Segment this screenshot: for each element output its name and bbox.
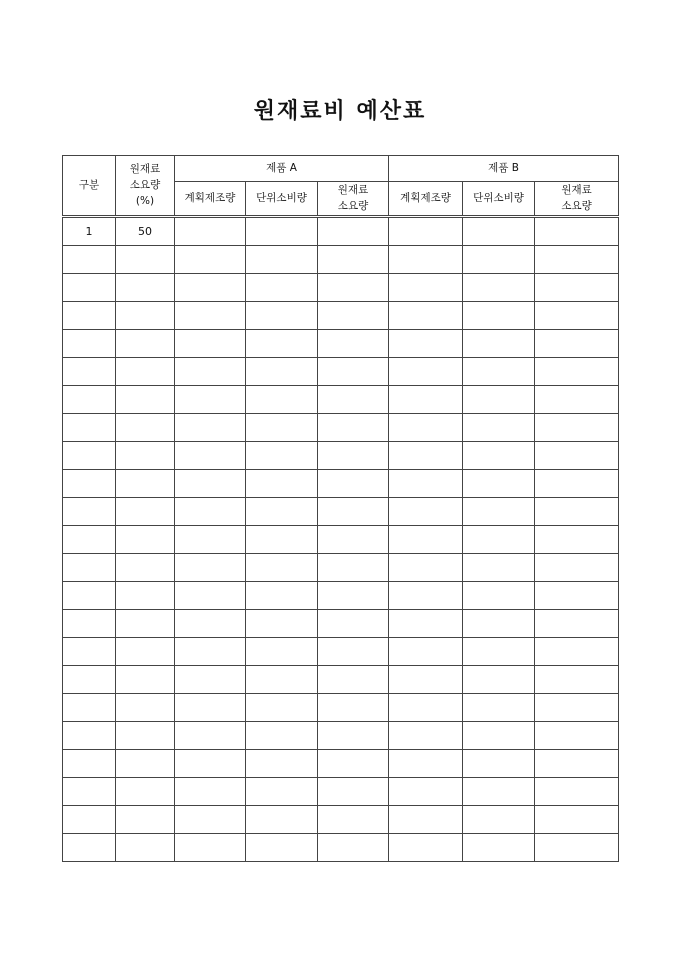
cell-b-planned-production[interactable]	[389, 273, 463, 301]
cell-material-usage[interactable]	[116, 525, 175, 553]
cell-b-unit-consumption[interactable]	[463, 525, 535, 553]
cell-a-planned-production[interactable]	[175, 833, 246, 861]
cell-material-usage[interactable]	[116, 665, 175, 693]
header-material-usage-line3: (%)	[135, 195, 155, 208]
cell-material-usage[interactable]	[116, 413, 175, 441]
cell-category[interactable]	[63, 777, 116, 805]
header-product-a: 제품 A	[175, 156, 389, 182]
cell-material-usage[interactable]	[116, 329, 175, 357]
cell-a-material-requirement[interactable]	[318, 833, 389, 861]
cell-material-usage[interactable]	[116, 273, 175, 301]
cell-b-planned-production[interactable]	[389, 693, 463, 721]
cell-a-unit-consumption[interactable]	[246, 553, 318, 581]
cell-b-unit-consumption[interactable]	[463, 357, 535, 385]
cell-b-material-requirement[interactable]	[535, 441, 619, 469]
cell-a-planned-production[interactable]	[175, 329, 246, 357]
cell-a-planned-production[interactable]	[175, 581, 246, 609]
table-header	[63, 156, 619, 217]
cell-category[interactable]	[63, 329, 116, 357]
cell-category[interactable]	[63, 245, 116, 273]
cell-b-planned-production[interactable]	[389, 469, 463, 497]
cell-a-planned-production[interactable]	[175, 553, 246, 581]
cell-b-planned-production[interactable]	[389, 749, 463, 777]
header-b-material-line1: 원재료	[561, 184, 592, 196]
cell-category[interactable]	[63, 637, 116, 665]
cell-a-material-requirement[interactable]	[318, 721, 389, 749]
cell-b-planned-production[interactable]	[389, 805, 463, 833]
cell-category[interactable]	[63, 525, 116, 553]
cell-a-planned-production[interactable]	[175, 637, 246, 665]
table-row	[63, 329, 619, 357]
cell-material-usage[interactable]	[116, 833, 175, 861]
cell-b-planned-production[interactable]	[389, 245, 463, 273]
cell-b-material-requirement[interactable]	[535, 273, 619, 301]
table-row	[63, 301, 619, 329]
table-body	[63, 216, 619, 861]
cell-b-material-requirement[interactable]	[535, 637, 619, 665]
header-category-label: 구분	[78, 179, 100, 192]
cell-material-usage[interactable]	[116, 497, 175, 525]
cell-category[interactable]	[63, 273, 116, 301]
cell-material-usage[interactable]	[116, 609, 175, 637]
cell-material-usage[interactable]	[116, 469, 175, 497]
table-row	[63, 805, 619, 833]
cell-b-material-requirement[interactable]	[535, 609, 619, 637]
cell-material-usage[interactable]	[116, 581, 175, 609]
cell-a-planned-production[interactable]	[175, 245, 246, 273]
cell-a-unit-consumption[interactable]	[246, 357, 318, 385]
table-row	[63, 665, 619, 693]
cell-a-material-requirement[interactable]	[318, 245, 389, 273]
cell-b-planned-production[interactable]	[389, 497, 463, 525]
cell-category[interactable]	[63, 301, 116, 329]
cell-b-material-requirement[interactable]	[535, 721, 619, 749]
cell-material-usage[interactable]	[116, 385, 175, 413]
cell-b-material-requirement[interactable]	[535, 777, 619, 805]
cell-b-material-requirement[interactable]	[535, 693, 619, 721]
header-b-material-line2: 소요량	[561, 200, 592, 213]
table-row	[63, 637, 619, 665]
cell-b-unit-consumption[interactable]	[463, 665, 535, 693]
table-row	[63, 749, 619, 777]
cell-material-usage[interactable]	[116, 301, 175, 329]
cell-category[interactable]	[63, 805, 116, 833]
cell-category[interactable]	[63, 665, 116, 693]
cell-a-material-requirement[interactable]	[318, 273, 389, 301]
cell-b-planned-production[interactable]	[389, 441, 463, 469]
cell-a-planned-production[interactable]	[175, 525, 246, 553]
cell-b-unit-consumption[interactable]	[463, 245, 535, 273]
cell-a-unit-consumption[interactable]	[246, 469, 318, 497]
header-a-planned-production: 계획제조량	[175, 182, 246, 217]
cell-a-material-requirement[interactable]	[318, 441, 389, 469]
cell-category[interactable]	[63, 693, 116, 721]
table-row	[63, 441, 619, 469]
cell-a-planned-production[interactable]	[175, 721, 246, 749]
cell-a-planned-production[interactable]	[175, 497, 246, 525]
cell-material-usage[interactable]	[116, 357, 175, 385]
cell-material-usage[interactable]	[116, 693, 175, 721]
cell-b-unit-consumption[interactable]	[463, 301, 535, 329]
cell-a-material-requirement[interactable]	[318, 357, 389, 385]
cell-material-usage[interactable]: 50	[116, 216, 175, 245]
cell-b-material-requirement[interactable]	[535, 665, 619, 693]
budget-table	[62, 155, 619, 862]
cell-category[interactable]	[63, 609, 116, 637]
cell-material-usage[interactable]	[116, 777, 175, 805]
cell-a-material-requirement[interactable]	[318, 553, 389, 581]
cell-a-material-requirement[interactable]	[318, 609, 389, 637]
cell-a-planned-production[interactable]	[175, 273, 246, 301]
cell-b-planned-production[interactable]	[389, 609, 463, 637]
cell-material-usage[interactable]	[116, 441, 175, 469]
cell-material-usage[interactable]	[116, 553, 175, 581]
cell-category[interactable]: 1	[63, 216, 116, 245]
cell-a-material-requirement[interactable]	[318, 665, 389, 693]
cell-b-unit-consumption[interactable]	[463, 693, 535, 721]
cell-a-unit-consumption[interactable]	[246, 441, 318, 469]
cell-a-unit-consumption[interactable]	[246, 581, 318, 609]
header-material-usage-line1: 원재료	[129, 162, 161, 175]
header-material-usage	[116, 156, 175, 217]
cell-a-unit-consumption[interactable]	[246, 749, 318, 777]
cell-a-planned-production[interactable]	[175, 693, 246, 721]
cell-category[interactable]	[63, 385, 116, 413]
cell-a-material-requirement[interactable]	[318, 637, 389, 665]
cell-material-usage[interactable]	[116, 637, 175, 665]
cell-a-material-requirement[interactable]	[318, 525, 389, 553]
cell-b-planned-production[interactable]	[389, 581, 463, 609]
cell-a-planned-production[interactable]	[175, 385, 246, 413]
cell-b-planned-production[interactable]	[389, 665, 463, 693]
table-row	[63, 693, 619, 721]
cell-a-material-requirement[interactable]	[318, 777, 389, 805]
header-b-material-requirement	[535, 182, 619, 217]
cell-a-unit-consumption[interactable]	[246, 497, 318, 525]
cell-b-planned-production[interactable]	[389, 329, 463, 357]
cell-a-material-requirement[interactable]	[318, 497, 389, 525]
table-row	[63, 553, 619, 581]
cell-category[interactable]	[63, 581, 116, 609]
cell-a-material-requirement[interactable]	[318, 301, 389, 329]
cell-b-material-requirement[interactable]	[535, 385, 619, 413]
cell-b-planned-production[interactable]	[389, 553, 463, 581]
cell-a-planned-production[interactable]	[175, 469, 246, 497]
cell-b-unit-consumption[interactable]	[463, 721, 535, 749]
cell-a-planned-production[interactable]	[175, 749, 246, 777]
cell-b-material-requirement[interactable]	[535, 216, 619, 245]
cell-a-unit-consumption[interactable]	[246, 665, 318, 693]
cell-b-planned-production[interactable]	[389, 301, 463, 329]
header-b-planned-production: 계획제조량	[389, 182, 463, 217]
cell-b-planned-production[interactable]	[389, 357, 463, 385]
cell-b-unit-consumption[interactable]	[463, 273, 535, 301]
cell-b-material-requirement[interactable]	[535, 301, 619, 329]
cell-a-planned-production[interactable]	[175, 609, 246, 637]
cell-a-unit-consumption[interactable]	[246, 301, 318, 329]
cell-category[interactable]	[63, 413, 116, 441]
cell-category[interactable]	[63, 497, 116, 525]
cell-b-unit-consumption[interactable]	[463, 637, 535, 665]
cell-a-planned-production[interactable]	[175, 777, 246, 805]
cell-b-unit-consumption[interactable]	[463, 413, 535, 441]
cell-a-material-requirement[interactable]	[318, 693, 389, 721]
table-row	[63, 721, 619, 749]
header-product-b: 제품 B	[389, 156, 619, 182]
cell-a-unit-consumption[interactable]	[246, 805, 318, 833]
cell-category[interactable]	[63, 833, 116, 861]
cell-a-material-requirement[interactable]	[318, 805, 389, 833]
cell-material-usage[interactable]	[116, 245, 175, 273]
header-b-unit-consumption: 단위소비량	[463, 182, 535, 217]
cell-b-planned-production[interactable]	[389, 777, 463, 805]
cell-a-material-requirement[interactable]	[318, 581, 389, 609]
table-row	[63, 469, 619, 497]
header-material-usage-line2: 소요량	[129, 179, 161, 192]
cell-a-planned-production[interactable]	[175, 357, 246, 385]
cell-b-unit-consumption[interactable]	[463, 777, 535, 805]
cell-category[interactable]	[63, 469, 116, 497]
cell-a-planned-production[interactable]	[175, 805, 246, 833]
header-a-material-requirement	[318, 182, 389, 217]
table-row	[63, 385, 619, 413]
cell-a-material-requirement[interactable]	[318, 413, 389, 441]
cell-material-usage[interactable]	[116, 749, 175, 777]
header-a-material-line1: 원재료	[337, 184, 369, 196]
cell-b-unit-consumption[interactable]	[463, 497, 535, 525]
cell-b-unit-consumption[interactable]	[463, 216, 535, 245]
table-row	[63, 273, 619, 301]
cell-b-planned-production[interactable]	[389, 637, 463, 665]
cell-b-planned-production[interactable]	[389, 413, 463, 441]
cell-b-planned-production[interactable]	[389, 525, 463, 553]
cell-b-unit-consumption[interactable]	[463, 441, 535, 469]
header-a-material-line2: 소요량	[337, 200, 369, 213]
table-row	[63, 245, 619, 273]
cell-b-material-requirement[interactable]	[535, 413, 619, 441]
cell-category[interactable]	[63, 749, 116, 777]
cell-b-unit-consumption[interactable]	[463, 329, 535, 357]
cell-material-usage[interactable]	[116, 805, 175, 833]
cell-a-planned-production[interactable]	[175, 413, 246, 441]
cell-a-unit-consumption[interactable]	[246, 693, 318, 721]
cell-a-unit-consumption[interactable]	[246, 637, 318, 665]
cell-a-planned-production[interactable]	[175, 665, 246, 693]
cell-b-material-requirement[interactable]	[535, 357, 619, 385]
table-row	[63, 413, 619, 441]
cell-a-unit-consumption[interactable]	[246, 413, 318, 441]
cell-a-unit-consumption[interactable]	[246, 245, 318, 273]
cell-b-material-requirement[interactable]	[535, 749, 619, 777]
cell-a-planned-production[interactable]	[175, 441, 246, 469]
cell-a-unit-consumption[interactable]	[246, 385, 318, 413]
cell-a-material-requirement[interactable]	[318, 385, 389, 413]
table-row	[63, 581, 619, 609]
table-row	[63, 216, 619, 245]
cell-b-unit-consumption[interactable]	[463, 749, 535, 777]
cell-b-unit-consumption[interactable]	[463, 833, 535, 861]
cell-category[interactable]	[63, 441, 116, 469]
cell-b-material-requirement[interactable]	[535, 329, 619, 357]
cell-category[interactable]	[63, 553, 116, 581]
cell-b-planned-production[interactable]	[389, 721, 463, 749]
table-row	[63, 497, 619, 525]
page-title: 원재료비 예산표	[253, 99, 427, 124]
cell-a-material-requirement[interactable]	[318, 329, 389, 357]
cell-material-usage[interactable]	[116, 721, 175, 749]
cell-category[interactable]	[63, 357, 116, 385]
cell-b-unit-consumption[interactable]	[463, 385, 535, 413]
header-a-unit-consumption: 단위소비량	[246, 182, 318, 217]
cell-a-planned-production[interactable]	[175, 216, 246, 245]
header-row-top	[63, 156, 619, 182]
cell-category[interactable]	[63, 721, 116, 749]
cell-a-unit-consumption[interactable]	[246, 721, 318, 749]
cell-a-unit-consumption[interactable]	[246, 609, 318, 637]
cell-b-material-requirement[interactable]	[535, 553, 619, 581]
cell-a-unit-consumption[interactable]	[246, 525, 318, 553]
cell-b-planned-production[interactable]	[389, 833, 463, 861]
cell-b-material-requirement[interactable]	[535, 805, 619, 833]
cell-b-unit-consumption[interactable]	[463, 609, 535, 637]
cell-a-unit-consumption[interactable]	[246, 833, 318, 861]
header-category	[63, 156, 116, 217]
cell-b-unit-consumption[interactable]	[463, 805, 535, 833]
cell-b-material-requirement[interactable]	[535, 833, 619, 861]
cell-b-unit-consumption[interactable]	[463, 581, 535, 609]
cell-a-material-requirement[interactable]	[318, 749, 389, 777]
cell-b-planned-production[interactable]	[389, 385, 463, 413]
table-row	[63, 833, 619, 861]
cell-a-material-requirement[interactable]	[318, 469, 389, 497]
table-row	[63, 525, 619, 553]
cell-a-unit-consumption[interactable]	[246, 273, 318, 301]
cell-b-material-requirement[interactable]	[535, 245, 619, 273]
cell-a-unit-consumption[interactable]	[246, 329, 318, 357]
cell-a-unit-consumption[interactable]	[246, 216, 318, 245]
cell-a-unit-consumption[interactable]	[246, 777, 318, 805]
cell-b-material-requirement[interactable]	[535, 497, 619, 525]
cell-b-material-requirement[interactable]	[535, 469, 619, 497]
cell-b-material-requirement[interactable]	[535, 525, 619, 553]
cell-b-unit-consumption[interactable]	[463, 469, 535, 497]
table-row	[63, 777, 619, 805]
table-row	[63, 609, 619, 637]
table-row	[63, 357, 619, 385]
cell-a-planned-production[interactable]	[175, 301, 246, 329]
cell-b-unit-consumption[interactable]	[463, 553, 535, 581]
cell-b-material-requirement[interactable]	[535, 581, 619, 609]
cell-a-material-requirement[interactable]	[318, 216, 389, 245]
cell-b-planned-production[interactable]	[389, 216, 463, 245]
